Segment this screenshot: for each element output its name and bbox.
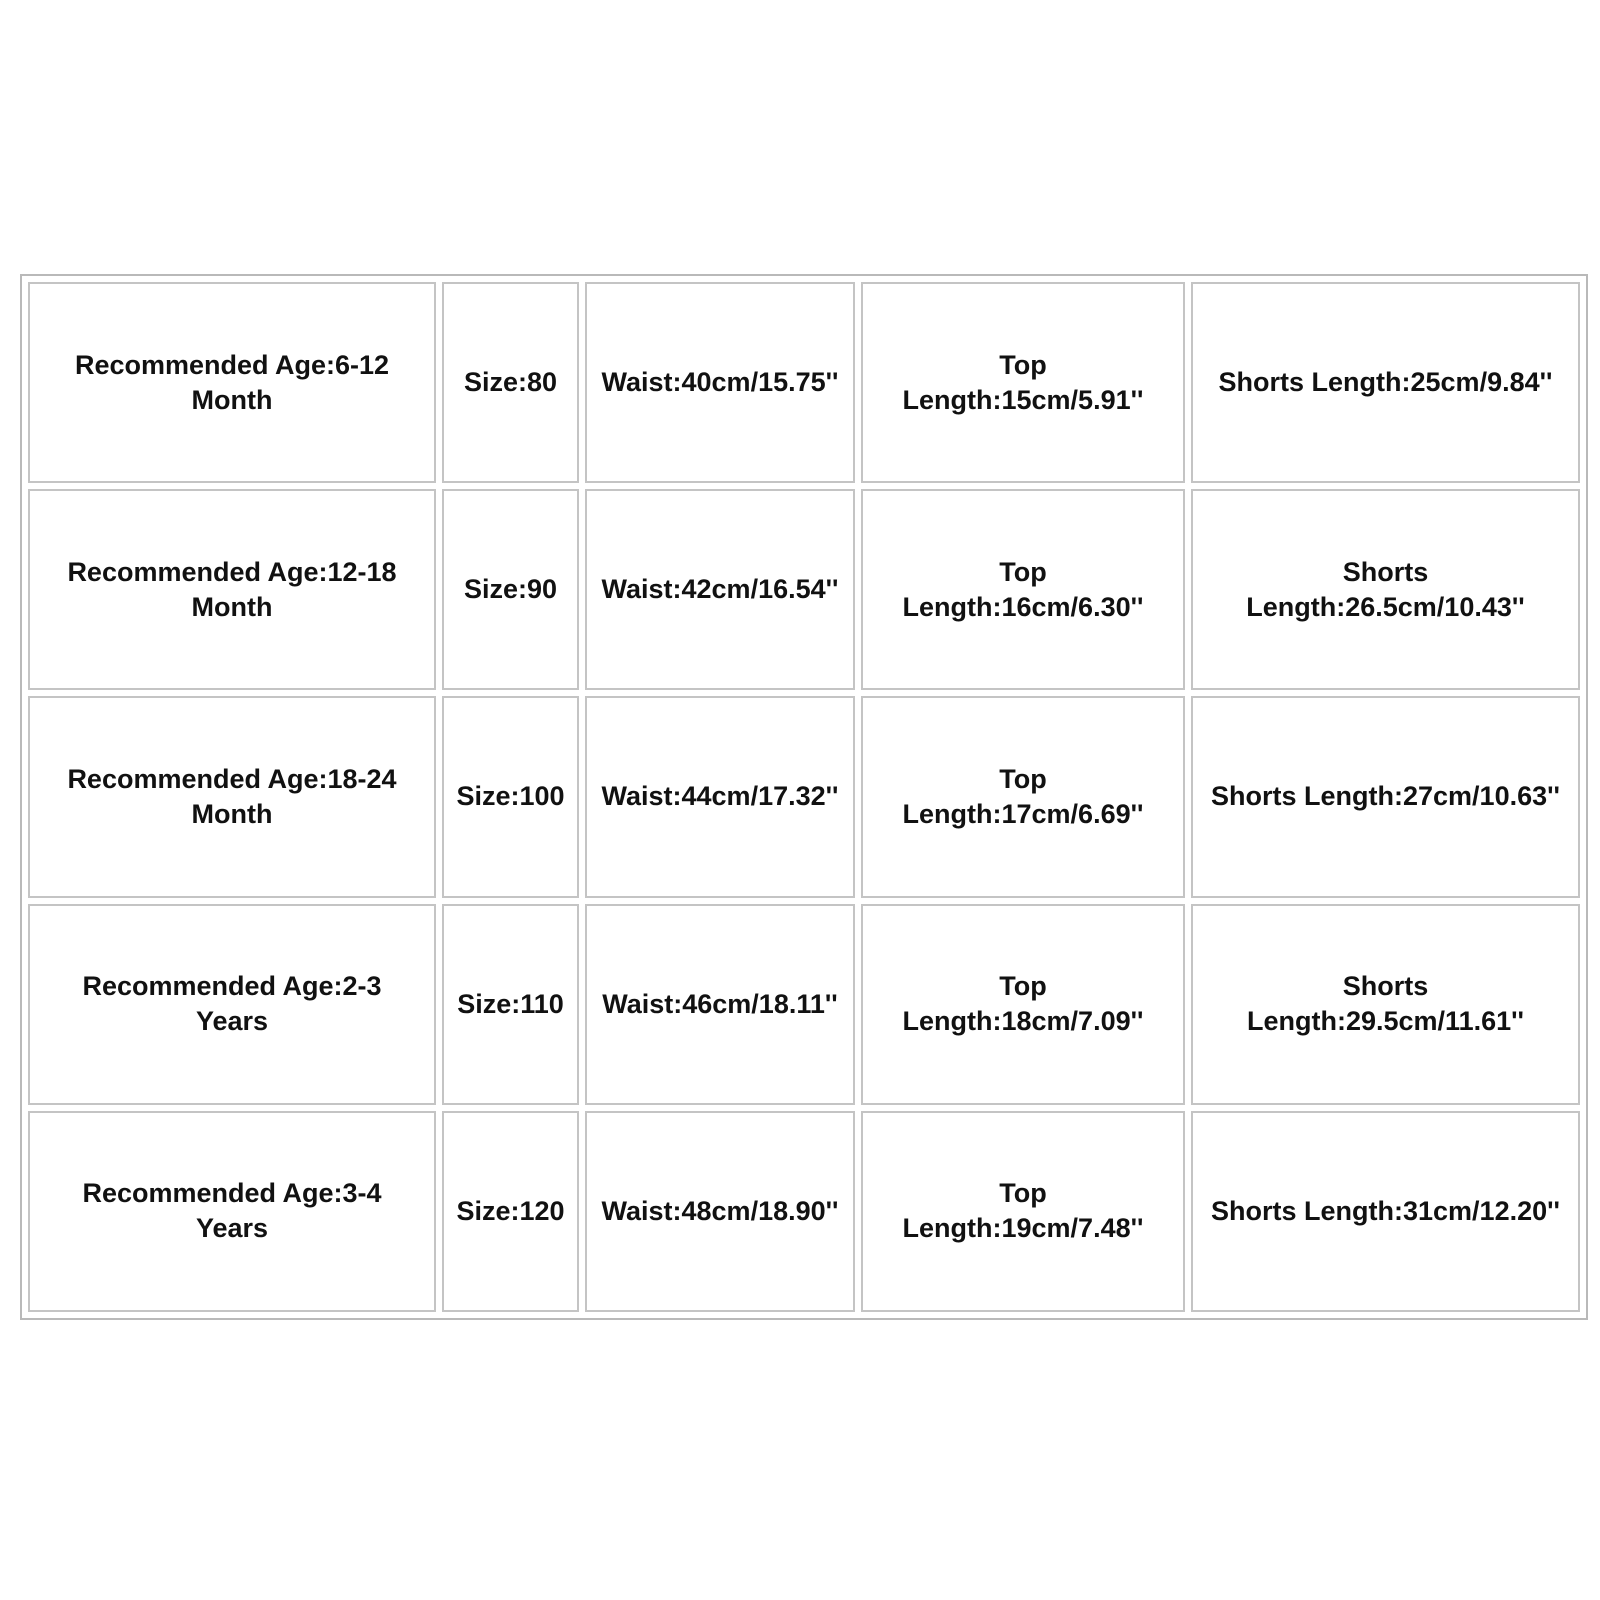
top-length-line: Length:19cm/7.48'' [902,1213,1144,1244]
shorts-length-cell [1191,489,1580,690]
top-label-line: Top [999,349,1047,380]
size-cell: Size:80 [442,282,579,483]
age-unit-line: Years [195,1213,269,1244]
age-unit-line: Month [191,591,273,622]
top-label-line: Top [999,763,1047,794]
waist-cell: Waist:42cm/16.54'' [585,489,855,690]
recommended-age-cell [28,282,436,483]
table-row [28,904,1580,1105]
shorts-line: Shorts [1342,971,1429,1002]
waist-cell: Waist:44cm/17.32'' [585,696,855,897]
top-length-line: Length:16cm/6.30'' [902,591,1144,622]
top-length-line: Length:17cm/6.69'' [902,798,1144,829]
shorts-length-line: Length:29.5cm/11.61'' [1247,1006,1524,1037]
waist-cell: Waist:48cm/18.90'' [585,1111,855,1312]
top-length-line: Length:18cm/7.09'' [902,1006,1144,1037]
top-length-cell [861,904,1185,1105]
table-row [28,1111,1580,1312]
top-label-line: Top [999,1178,1047,1209]
shorts-length-cell [1191,282,1580,483]
top-length-line: Length:15cm/5.91'' [902,384,1144,415]
size-cell: Size:120 [442,1111,579,1312]
top-length-cell [861,696,1185,897]
recommended-age-cell [28,1111,436,1312]
size-cell: Size:90 [442,489,579,690]
recommended-age-cell [28,489,436,690]
table-row [28,282,1580,483]
recommended-age-cell [28,904,436,1105]
age-unit-line: Years [195,1006,269,1037]
table-row [28,489,1580,690]
age-line: Recommended Age:6-12 [74,349,390,380]
shorts-length-cell [1191,1111,1580,1312]
waist-cell: Waist:40cm/15.75'' [585,282,855,483]
shorts-line: Shorts Length:27cm/10.63'' [1211,781,1560,812]
shorts-length-line: Length:26.5cm/10.43'' [1246,591,1525,622]
age-line: Recommended Age:3-4 [82,1178,382,1209]
size-cell: Size:100 [442,696,579,897]
size-chart-table [20,274,1588,1320]
top-label-line: Top [999,556,1047,587]
age-line: Recommended Age:2-3 [82,971,382,1002]
shorts-line: Shorts Length:31cm/12.20'' [1211,1195,1560,1226]
top-length-cell [861,489,1185,690]
top-length-cell [861,282,1185,483]
top-length-cell [861,1111,1185,1312]
shorts-line: Shorts Length:25cm/9.84'' [1218,367,1553,398]
age-line: Recommended Age:12-18 [67,556,397,587]
waist-cell: Waist:46cm/18.11'' [585,904,855,1105]
age-line: Recommended Age:18-24 [67,763,397,794]
top-label-line: Top [999,971,1047,1002]
size-cell: Size:110 [442,904,579,1105]
recommended-age-cell [28,696,436,897]
table-row [28,696,1580,897]
shorts-length-cell [1191,696,1580,897]
shorts-length-cell [1191,904,1580,1105]
age-unit-line: Month [191,798,273,829]
shorts-line: Shorts [1342,556,1429,587]
age-unit-line: Month [191,384,273,415]
